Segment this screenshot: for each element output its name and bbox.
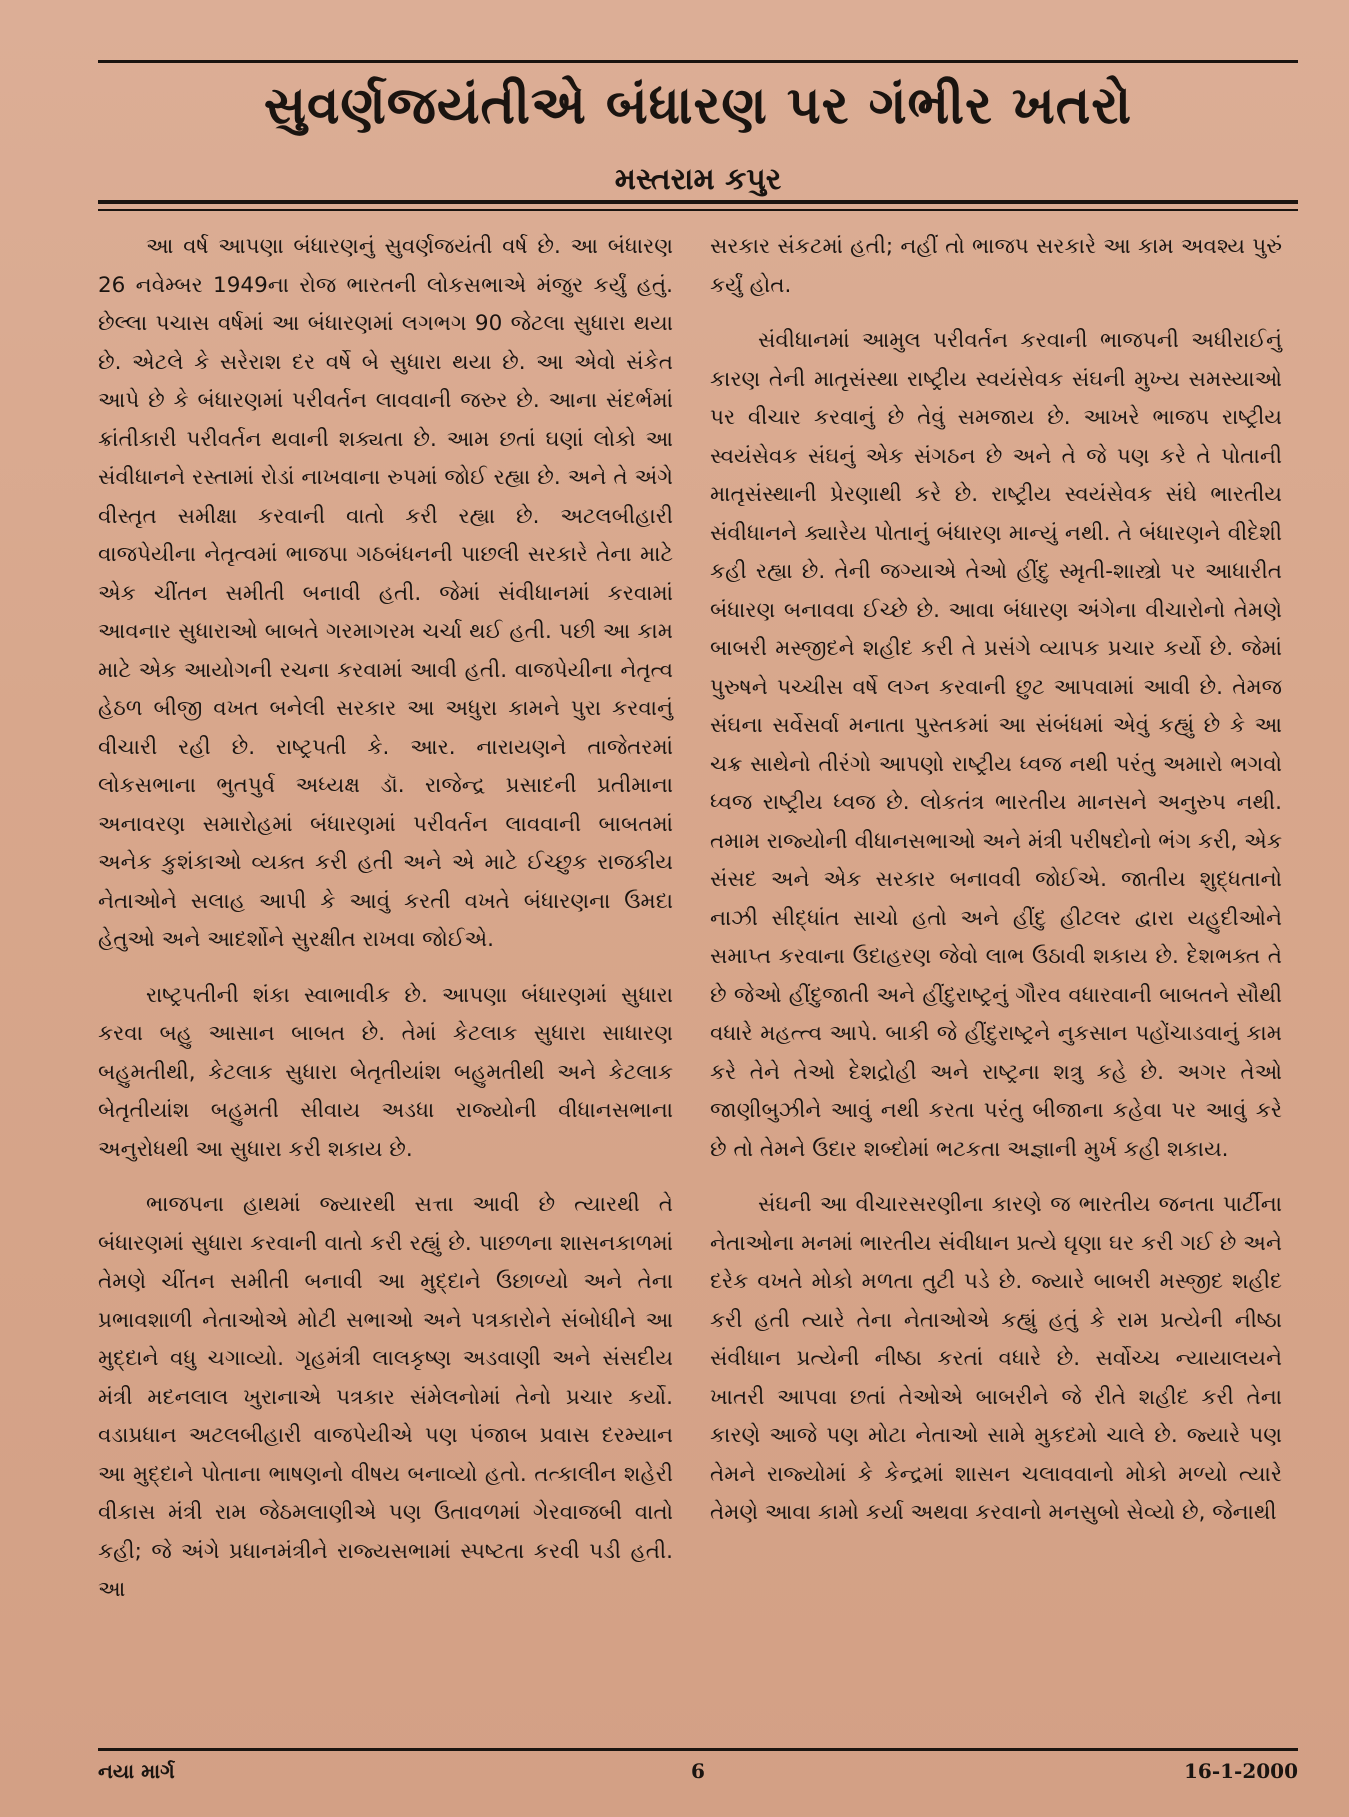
paragraph: સંઘની આ વીચારસરણીના કારણે જ ભારતીય જનતા પાર્ટીના નેતાઓના મનમાં ભારતીય સંવીધાન પ્રત્યે ઘૃણા ઘર કરી ગઈ છે અને દરેક વખતે મોકો મળતા તુટી પડે છે. જ્યારે બાબરી મસ્જીદ શહીદ કરી હતી ત્યારે તેના નેતાઓએ કહ્યું હતું કે રામ પ્રત્યેની નીષ્ઠા સંવીધાન પ્રત્યેની નીષ્ઠા કરતાં વધારે છે. સર્વોચ્ચ ન્યાયાલયને ખાતરી આપવા છતાં તેઓએ બાબરીને જે રીતે શહીદ કરી તેના કારણે આજે પણ મોટા નેતાઓ સામે મુકદમો ચાલે છે. જ્યારે પણ તેમને રાજ્યોમાં કે કેન્દ્રમાં શાસન ચલાવવાનો મોકો મળ્યો ત્યારે તેમણે આવા કામો કર્યા અથવા કરવાનો મનસુબો સેવ્યો છે, જેનાથી <box>710 1192 1282 1525</box>
author-rule-thin <box>98 209 1298 211</box>
page-number: 6 <box>691 1759 705 1783</box>
top-rule <box>98 60 1298 63</box>
article-author: મસ્તરામ કપુર <box>614 162 782 197</box>
right-column <box>710 228 1282 1550</box>
issue-date: 16-1-2000 <box>1183 1759 1298 1783</box>
paragraph: આ વર્ષ આપણા બંધારણનું સુવર્ણજયંતી વર્ષ છે. આ બંધારણ 26 નવેમ્બર 1949ના રોજ ભારતની લોકસભાએ મંજુર કર્યું હતું. છેલ્લા પચાસ વર્ષમાં આ બંધારણમાં લગભગ 90 જેટલા સુધારા થયા છે. એટલે કે સરેરાશ દર વર્ષે બે સુધારા થયા છે. આ એવો સંકેત આપે છે કે બંધારણમાં પરીવર્તન લાવવાની જરુર છે. આના સંદર્ભમાં ક્રાંતીકારી પરીવર્તન થવાની શક્યતા છે. આમ છતાં ઘણાં લોકો આ સંવીધાનને રસ્તામાં રોડાં નાખવાના રુપમાં જોઈ રહ્યા છે. અને તે અંગે વીસ્તૃત સમીક્ષા કરવાની વાતો કરી રહ્યા છે. અટલબીહારી વાજપેયીના નેતૃત્વમાં ભાજપા ગઠબંધનની પાછલી સરકારે તેના માટે એક ચીંતન સમીતી બનાવી હતી. જેમાં સંવીધાનમાં કરવામાં આવનાર સુધારાઓ બાબતે ગરમાગરમ ચર્ચા થઈ હતી. પછી આ કામ માટે એક આયોગની રચના કરવામાં આવી હતી. વાજપેયીના નેતૃત્વ હેઠળ બીજી વખત બનેલી સરકાર આ અધુરા કામને પુરા કરવાનું વીચારી રહી છે. રાષ્ટ્રપતી કે. આર. નારાયણને તાજેતરમાં લોકસભાના ભુતપુર્વ અધ્યક્ષ ડૉ. રાજેન્દ્ર પ્રસાદની પ્રતીમાના અનાવરણ સમારોહમાં બંધારણમાં પરીવર્તન લાવવાની બાબતમાં અનેક કુશંકાઓ વ્યક્ત કરી હતી અને એ માટે ઈચ્છુક રાજકીય નેતાઓને સલાહ આપી કે આવું કરતી વખતે બંધારણના ઉમદા હેતુઓ અને આદર્શોને સુરક્ષીત રાખવા જોઈએ. <box>98 234 673 952</box>
author-rule-thick <box>98 200 1298 204</box>
left-column <box>98 228 673 1627</box>
article-title: સુવર્ણજયંતીએ બંધારણ પર ગંભીર ખતરો <box>263 76 1133 136</box>
publication-name: નયા માર્ગ <box>98 1759 175 1783</box>
footer-rule <box>98 1748 1298 1751</box>
paragraph-continuation: સરકાર સંકટમાં હતી; નહીં તો ભાજપ સરકારે આ કામ અવશ્ય પુરું કર્યું હોત. <box>710 234 1282 298</box>
paragraph: સંવીધાનમાં આમુલ પરીવર્તન કરવાની ભાજપની અધીરાઈનું કારણ તેની માતૃસંસ્થા રાષ્ટ્રીય સ્વયંસેવક સંઘની મુખ્ય સમસ્યાઓ પર વીચાર કરવાનું છે તેવું સમજાય છે. આખરે ભાજપ રાષ્ટ્રીય સ્વયંસેવક સંઘનું એક સંગઠન છે અને તે જે પણ કરે તે પોતાની માતૃસંસ્થાની પ્રેરણાથી કરે છે. રાષ્ટ્રીય સ્વયંસેવક સંઘે ભારતીય સંવીધાનને ક્યારેય પોતાનું બંધારણ માન્યું નથી. તે બંધારણને વીદેશી કહી રહ્યા છે. તેની જગ્યાએ તેઓ હીંદુ સ્મૃતી-શાસ્ત્રો પર આધારીત બંધારણ બનાવવા ઈચ્છે છે. આવા બંધારણ અંગેના વીચારોનો તેમણે બાબરી મસ્જીદને શહીદ કરી તે પ્રસંગે વ્યાપક પ્રચાર કર્યો છે. જેમાં પુરુષને પચ્ચીસ વર્ષે લગ્ન કરવાની છુટ આપવામાં આવી છે. તેમજ સંઘના સર્વેસર્વા મનાતા પુસ્તકમાં આ સંબંધમાં એવું કહ્યું છે કે આ ચક્ર સાથેનો તીરંગો આપણો રાષ્ટ્રીય ધ્વજ નથી પરંતુ અમારો ભગવો ધ્વજ રાષ્ટ્રીય ધ્વજ છે. લોકતંત્ર ભારતીય માનસને અનુરુપ નથી. તમામ રાજ્યોની વીધાનસભાઓ અને મંત્રી પરીષદોનો ભંગ કરી, એક સંસદ અને એક સરકાર બનાવવી જોઈએ. જાતીય શુદ્ધતાનો નાઝી સીદ્ધાંત સાચો હતો અને હીંદુ હીટલર દ્વારા યહુદીઓને સમાપ્ત કરવાના ઉદાહરણ જેવો લાભ ઉઠાવી શકાય છે. દેશભક્ત તે છે જેઓ હીંદુજાતી અને હીંદુરાષ્ટ્રનું ગૌરવ વધારવાની બાબતને સૌથી વધારે મહત્ત્વ આપે. બાકી જે હીંદુરાષ્ટ્રને નુકસાન પહોંચાડવાનું કામ કરે તેને તેઓ દેશદ્રોહી અને રાષ્ટ્રના શત્રુ કહે છે. અગર તેઓ જાણીબુઝીને આવું નથી કરતા પરંતુ બીજાના કહેવા પર આવું કરે છે તો તેમને ઉદાર શબ્દોમાં ભટકતા અજ્ઞાની મુર્ખ કહી શકાય. <box>710 328 1282 1162</box>
paragraph: રાષ્ટ્રપતીની શંકા સ્વાભાવીક છે. આપણા બંધારણમાં સુધારા કરવા બહુ આસાન બાબત છે. તેમાં કેટલાક સુધારા સાધારણ બહુમતીથી, કેટલાક સુધારા બેતૃતીયાંશ બહુમતીથી અને કેટલાક બેતૃતીયાંશ બહુમતી સીવાય અડધા રાજ્યોની વીધાનસભાના અનુરોધથી આ સુધારા કરી શકાય છે. <box>98 982 673 1162</box>
paragraph: ભાજપના હાથમાં જ્યારથી સત્તા આવી છે ત્યારથી તે બંધારણમાં સુધારા કરવાની વાતો કરી રહ્યું છે. પાછળના શાસનકાળમાં તેમણે ચીંતન સમીતી બનાવી આ મુદ્દાને ઉછાળ્યો અને તેના પ્રભાવશાળી નેતાઓએ મોટી સભાઓ અને પત્રકારોને સંબોધીને આ મુદ્દાને વધુ ચગાવ્યો. ગૃહમંત્રી લાલકૃષ્ણ અડવાણી અને સંસદીય મંત્રી મદનલાલ ખુરાનાએ પત્રકાર સંમેલનોમાં તેનો પ્રચાર કર્યો. વડાપ્રધાન અટલબીહારી વાજપેયીએ પણ પંજાબ પ્રવાસ દરમ્યાન આ મુદ્દાને પોતાના ભાષણનો વીષય બનાવ્યો હતો. તત્કાલીન શહેરી વીકાસ મંત્રી રામ જેઠમલાણીએ પણ ઉતાવળમાં ગેરવાજબી વાતો કહી; જે અંગે પ્રધાનમંત્રીને રાજ્યસભામાં સ્પષ્ટતા કરવી પડી હતી. આ <box>98 1192 673 1602</box>
